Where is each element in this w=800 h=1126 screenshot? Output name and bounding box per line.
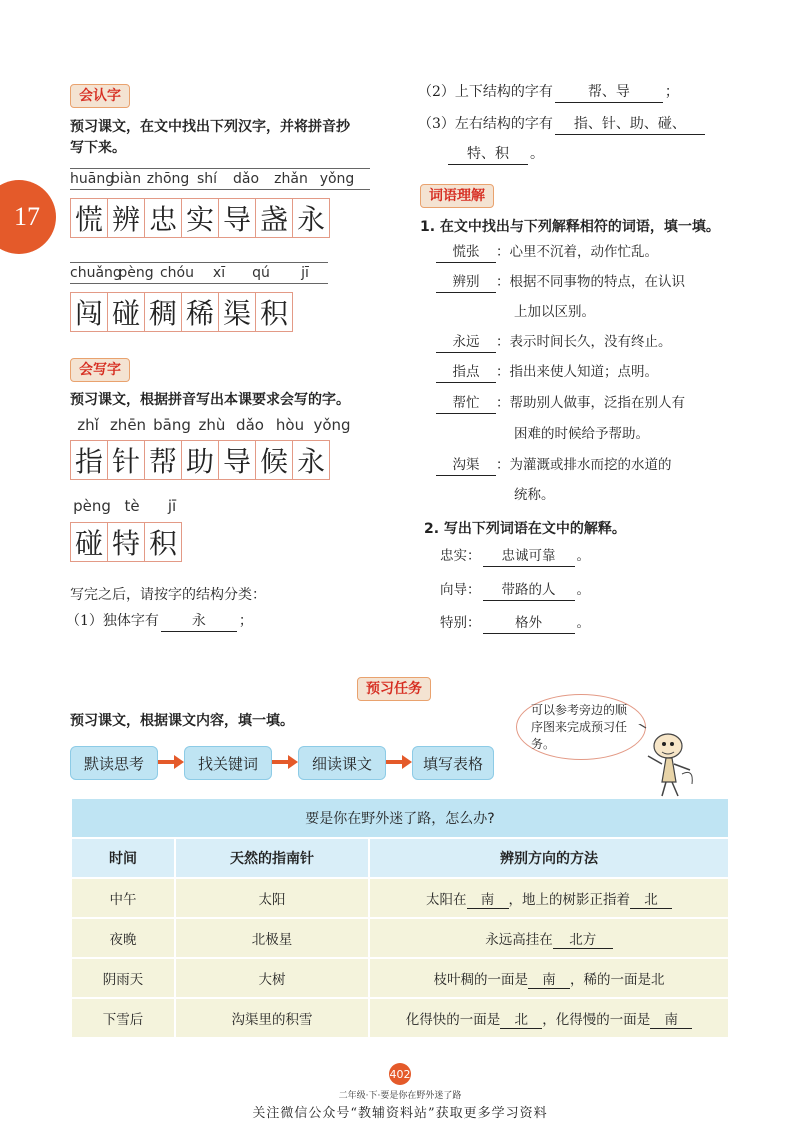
classify-item-2-prefix: （2）上下结构的字有 — [418, 84, 553, 100]
definition-term: 指点 — [436, 362, 496, 383]
recognize-char-row-1 — [70, 198, 329, 238]
mascot-illustration — [632, 724, 704, 798]
pinyin: dǎo — [236, 416, 264, 434]
char-cell: 特 — [107, 522, 145, 562]
method-text: 枝叶稠的一面是 — [433, 971, 528, 988]
recognize-instruction-1: 预习课文，在文中找出下列汉字，并将拼音抄 — [70, 119, 350, 135]
lesson-number-badge — [0, 180, 56, 254]
lesson-number: 17 — [14, 202, 40, 231]
pinyin: xī — [212, 265, 226, 281]
pinyin: hòu — [275, 416, 305, 434]
table-row — [71, 878, 729, 918]
definition-text: 指出来使人知道；点明。 — [509, 364, 658, 380]
explain-word: 忠实： — [440, 548, 481, 564]
arrow-right-icon — [158, 755, 184, 769]
char-cell: 渠 — [218, 292, 256, 332]
pinyin: shí — [196, 171, 218, 187]
footer-caption: 二年级·下·要是你在野外迷了路 — [338, 1091, 462, 1101]
method-answer: 南 — [528, 968, 570, 989]
classify-item-1 — [66, 611, 253, 632]
definition-text: 帮助别人做事，泛指在别人有 — [509, 395, 685, 411]
classify-item-3-cont — [446, 144, 544, 165]
char-cell: 候 — [255, 440, 293, 480]
definition-text: 根据不同事物的特点，在认识 — [509, 274, 685, 290]
pinyin: biàn — [110, 171, 142, 187]
pinyin: zhǐ — [77, 416, 99, 434]
classify-item-2-suffix: ； — [664, 84, 679, 100]
hint-bubble — [516, 694, 646, 760]
char-cell: 闯 — [70, 292, 108, 332]
explain-word: 特别： — [440, 615, 481, 631]
pinyin: dǎo — [232, 171, 260, 187]
table-header: 时间 — [71, 838, 175, 878]
explain-row: 向导： 带路的人 。 — [440, 580, 590, 601]
definition-row: 指点 ：指出来使人知道；点明。 — [436, 362, 658, 383]
method-cell — [369, 878, 729, 918]
compass-cell: 北极星 — [175, 918, 369, 958]
classify-item-2 — [418, 82, 679, 103]
method-cell — [369, 918, 729, 958]
method-text: ，化得慢的一面是 — [542, 1011, 651, 1028]
recognize-pinyin-row-1 — [70, 168, 370, 190]
char-cell: 稀 — [181, 292, 219, 332]
classify-item-1-answer: 永 — [161, 611, 237, 632]
flow-step-2: 找关键词 — [184, 746, 272, 780]
task-table — [70, 797, 730, 1039]
explain-answer: 忠诚可靠 — [483, 546, 575, 567]
char-cell: 实 — [181, 198, 219, 238]
pinyin: tè — [124, 497, 140, 515]
page-number: 402 — [389, 1063, 411, 1085]
table-title: 要是你在野外迷了路，怎么办? — [71, 798, 729, 838]
write-char-row-2 — [70, 522, 181, 562]
method-answer: 南 — [650, 1008, 692, 1029]
write-instruction: 预习课文，根据拼音写出本课要求会写的字。 — [70, 392, 350, 408]
write-label: 会写字 — [70, 358, 130, 382]
pinyin: bāng — [153, 416, 191, 434]
definition-text: 为灌溉或排水而挖的水道的 — [509, 457, 672, 473]
method-answer: 北方 — [553, 928, 613, 949]
write-pinyin-row-1 — [70, 416, 354, 434]
method-text: ，地上的树影正指着 — [508, 891, 630, 908]
table-row — [71, 998, 729, 1038]
definition-text: 表示时间长久，没有终止。 — [509, 334, 672, 350]
pinyin: chuǎng — [70, 265, 122, 281]
classify-item-3-prefix: （3）左右结构的字有 — [418, 116, 553, 132]
table-row — [71, 918, 729, 958]
definition-term: 辨别 — [436, 272, 496, 293]
char-cell: 指 — [70, 440, 108, 480]
definition-row: 慌张 ：心里不沉着，动作忙乱。 — [436, 242, 658, 263]
pinyin: zhōng — [146, 171, 190, 187]
pinyin: zhēn — [109, 416, 147, 434]
pinyin: yǒng — [319, 171, 355, 187]
definition-text: 心里不沉着，动作忙乱。 — [509, 244, 658, 260]
pinyin: jī — [167, 497, 177, 515]
definition-row: 辨别 ：根据不同事物的特点，在认识 — [436, 272, 685, 293]
pinyin: qú — [252, 265, 270, 281]
classify-item-3 — [418, 114, 707, 135]
classify-item-1-prefix: （1）独体字有 — [66, 613, 159, 629]
compass-cell: 沟渠里的积雪 — [175, 998, 369, 1038]
pinyin: zhù — [198, 416, 226, 434]
pinyin: pèng — [73, 497, 111, 515]
pinyin: pèng — [118, 265, 154, 281]
classify-item-3-answer-b: 特、积 — [448, 144, 528, 165]
arrow-right-icon — [272, 755, 298, 769]
char-cell: 针 — [107, 440, 145, 480]
classify-item-2-answer: 帮、导 — [555, 82, 663, 103]
pinyin: chóu — [159, 265, 194, 281]
char-cell: 帮 — [144, 440, 182, 480]
method-text: 永远高挂在 — [485, 931, 553, 948]
pinyin: jī — [301, 265, 309, 281]
definition-text-cont: 统称。 — [514, 487, 555, 503]
method-text: 化得快的一面是 — [405, 1011, 501, 1028]
pinyin: huāng — [70, 171, 115, 187]
method-text: 太阳在 — [426, 891, 467, 908]
char-cell: 碰 — [70, 522, 108, 562]
flow-step-4: 填写表格 — [412, 746, 494, 780]
explain-answer: 带路的人 — [483, 580, 575, 601]
definition-row: 帮忙 ：帮助别人做事，泛指在别人有 — [436, 393, 685, 414]
hint-bubble-text: 可以参考旁边的顺序图来完成预习任务。 — [531, 702, 628, 751]
char-cell: 导 — [218, 440, 256, 480]
recognize-label: 会认字 — [70, 84, 130, 108]
classify-prompt: 写完之后，请按字的结构分类： — [70, 587, 266, 603]
time-cell: 夜晚 — [71, 918, 175, 958]
char-cell: 永 — [292, 440, 330, 480]
recognize-pinyin-row-2 — [70, 262, 328, 284]
pinyin: yǒng — [313, 416, 351, 434]
recognize-instruction-2: 写下来。 — [70, 140, 126, 156]
method-answer: 南 — [467, 888, 509, 909]
pinyin: zhǎn — [274, 171, 308, 187]
classify-item-3-answer-a: 指、针、助、碰、 — [555, 114, 705, 135]
vocab-question-2: 2. 写出下列词语在文中的解释。 — [424, 521, 626, 537]
vocab-question-1: 1. 在文中找出与下列解释相符的词语，填一填。 — [420, 219, 720, 235]
char-cell: 永 — [292, 198, 330, 238]
classify-item-3-suffix: 。 — [530, 146, 544, 162]
time-cell: 阴雨天 — [71, 958, 175, 998]
flow-step-3: 细读课文 — [298, 746, 386, 780]
explain-word: 向导： — [440, 582, 481, 598]
method-cell — [369, 998, 729, 1038]
time-cell: 中午 — [71, 878, 175, 918]
char-cell: 碰 — [107, 292, 145, 332]
definition-row: 沟渠 ：为灌溉或排水而挖的水道的 — [436, 455, 672, 476]
footer-promo: 关注微信公众号“教辅资料站”获取更多学习资料 — [252, 1106, 548, 1121]
definition-term: 沟渠 — [436, 455, 496, 476]
write-pinyin-row-2 — [70, 497, 194, 515]
char-cell: 积 — [144, 522, 182, 562]
task-instruction: 预习课文，根据课文内容，填一填。 — [70, 713, 294, 729]
vocab-label: 词语理解 — [420, 184, 494, 208]
char-cell: 忠 — [144, 198, 182, 238]
char-cell: 积 — [255, 292, 293, 332]
task-label: 预习任务 — [357, 677, 431, 701]
explain-answer: 格外 — [483, 613, 575, 634]
char-cell: 辨 — [107, 198, 145, 238]
char-cell: 盏 — [255, 198, 293, 238]
arrow-right-icon — [386, 755, 412, 769]
definition-row: 永远 ：表示时间长久，没有终止。 — [436, 332, 672, 353]
definition-term: 慌张 — [436, 242, 496, 263]
definition-text-cont: 困难的时候给予帮助。 — [514, 426, 649, 442]
definition-term: 永远 — [436, 332, 496, 353]
classify-item-1-suffix: ； — [238, 613, 253, 629]
time-cell: 下雪后 — [71, 998, 175, 1038]
char-cell: 助 — [181, 440, 219, 480]
flow-step-1: 默读思考 — [70, 746, 158, 780]
table-header: 天然的指南针 — [175, 838, 369, 878]
write-char-row-1 — [70, 440, 329, 480]
method-text: ，稀的一面是北 — [570, 971, 665, 988]
compass-cell: 大树 — [175, 958, 369, 998]
char-cell: 慌 — [70, 198, 108, 238]
compass-cell: 太阳 — [175, 878, 369, 918]
char-cell: 稠 — [144, 292, 182, 332]
table-header: 辨别方向的方法 — [369, 838, 729, 878]
definition-term: 帮忙 — [436, 393, 496, 414]
explain-row: 忠实： 忠诚可靠 。 — [440, 546, 590, 567]
method-answer: 北 — [500, 1008, 542, 1029]
table-row — [71, 958, 729, 998]
definition-text-cont: 上加以区别。 — [514, 304, 595, 320]
recognize-char-row-2 — [70, 292, 292, 332]
method-answer: 北 — [630, 888, 672, 909]
explain-row: 特别： 格外 。 — [440, 613, 590, 634]
char-cell: 导 — [218, 198, 256, 238]
method-cell — [369, 958, 729, 998]
